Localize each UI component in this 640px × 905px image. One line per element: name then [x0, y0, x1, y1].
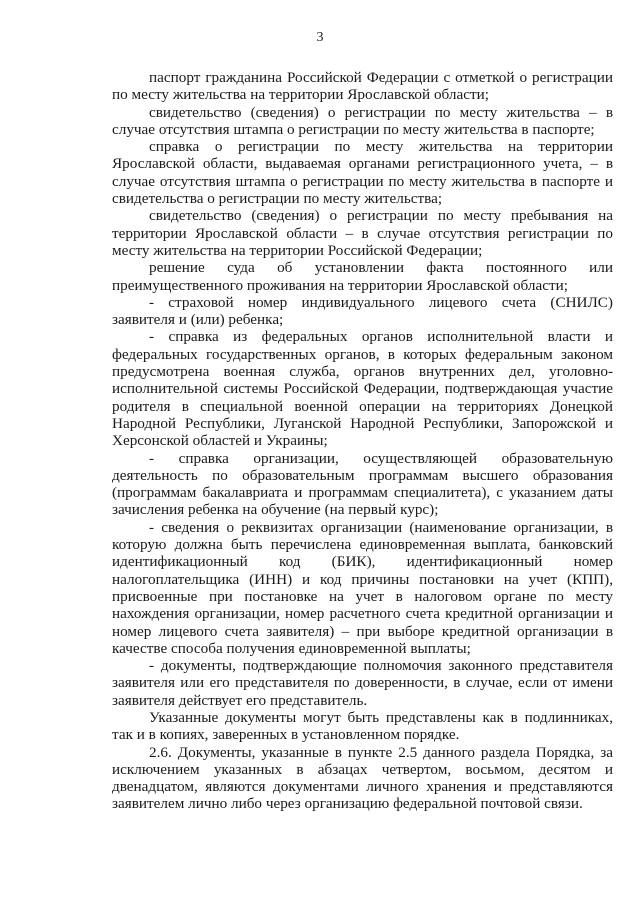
paragraph-bank-details: - сведения о реквизитах организации (наименование организации, в которую должна быть перечислена единовременная выплата, банковский идентификационный код (БИК), идентификационный номер налогоплательщика (ИНН) и код причины постановки на учет (КПП), присвоенные при постановке на учет в налоговом органе по месту нахождения организации, номер расчетного счета кредитной организации и номер лицевого счета заявителя) – при выборе кредитной организации в качестве способа получения единовременной выплаты; — [112, 518, 613, 657]
paragraph-federal-agencies-reference: - справка из федеральных органов исполнительной власти и федеральных государственных органов, в которых федеральным законом предусмотрена военная служба, органов внутренних дел, уголовно-исполнительной системы Российской Федерации, подтверждающая участие родителя в специальной военной операции на территориях Донецкой Народной Республики, Луганской Народной Республики, Запорожской и Херсонской областей и Украины; — [112, 328, 613, 450]
paragraph-passport: паспорт гражданина Российской Федерации с отметкой о регистрации по месту жительства на территории Ярославской области; — [112, 69, 613, 104]
paragraph-education-reference: - справка организации, осуществляющей образовательную деятельность по образовательным программам высшего образования (программам бакалавриата и программам специалитета), с указанием даты зачисления ребенка на обучение (на первый курс); — [112, 449, 613, 519]
paragraph-stay-certificate: свидетельство (сведения) о регистрации по месту пребывания на территории Ярославской области – в случае отсутствия регистрации по месту жительства на территории Российской Федерации; — [112, 207, 613, 259]
paragraph-residence-certificate: свидетельство (сведения) о регистрации по месту жительства – в случае отсутствия штампа о регистрации по месту жительства в паспорте; — [112, 103, 613, 138]
paragraph-originals-copies: Указанные документы могут быть представлены как в подлинниках, так и в копиях, заверенных в установленном порядке. — [112, 708, 613, 744]
paragraph-registration-reference: справка о регистрации по месту жительства на территории Ярославской области, выдаваемая органами регистрационного учета, – в случае отсутствия штампа о регистрации по месту жительства в паспорте и свидетельства о регистрации по месту жительства; — [112, 138, 613, 208]
page-number: 3 — [316, 30, 324, 45]
paragraph-representative-documents: - документы, подтверждающие полномочия законного представителя заявителя или его представителя по доверенности, в случае, если от имени заявителя действует его представитель. — [112, 657, 613, 709]
paragraph-court-decision: решение суда об установлении факта постоянного или преимущественного проживания на территории Ярославской области; — [112, 259, 613, 294]
paragraph-section-2-6: 2.6. Документы, указанные в пункте 2.5 данного раздела Порядка, за исключением указанных в абзацах четвертом, восьмом, десятом и двенадцатом, являются документами личного хранения и представляются заявителем лично либо через организацию федеральной почтовой связи. — [112, 743, 613, 813]
paragraph-snils: - страховой номер индивидуального лицевого счета (СНИЛС) заявителя и (или) ребенка; — [112, 293, 613, 329]
